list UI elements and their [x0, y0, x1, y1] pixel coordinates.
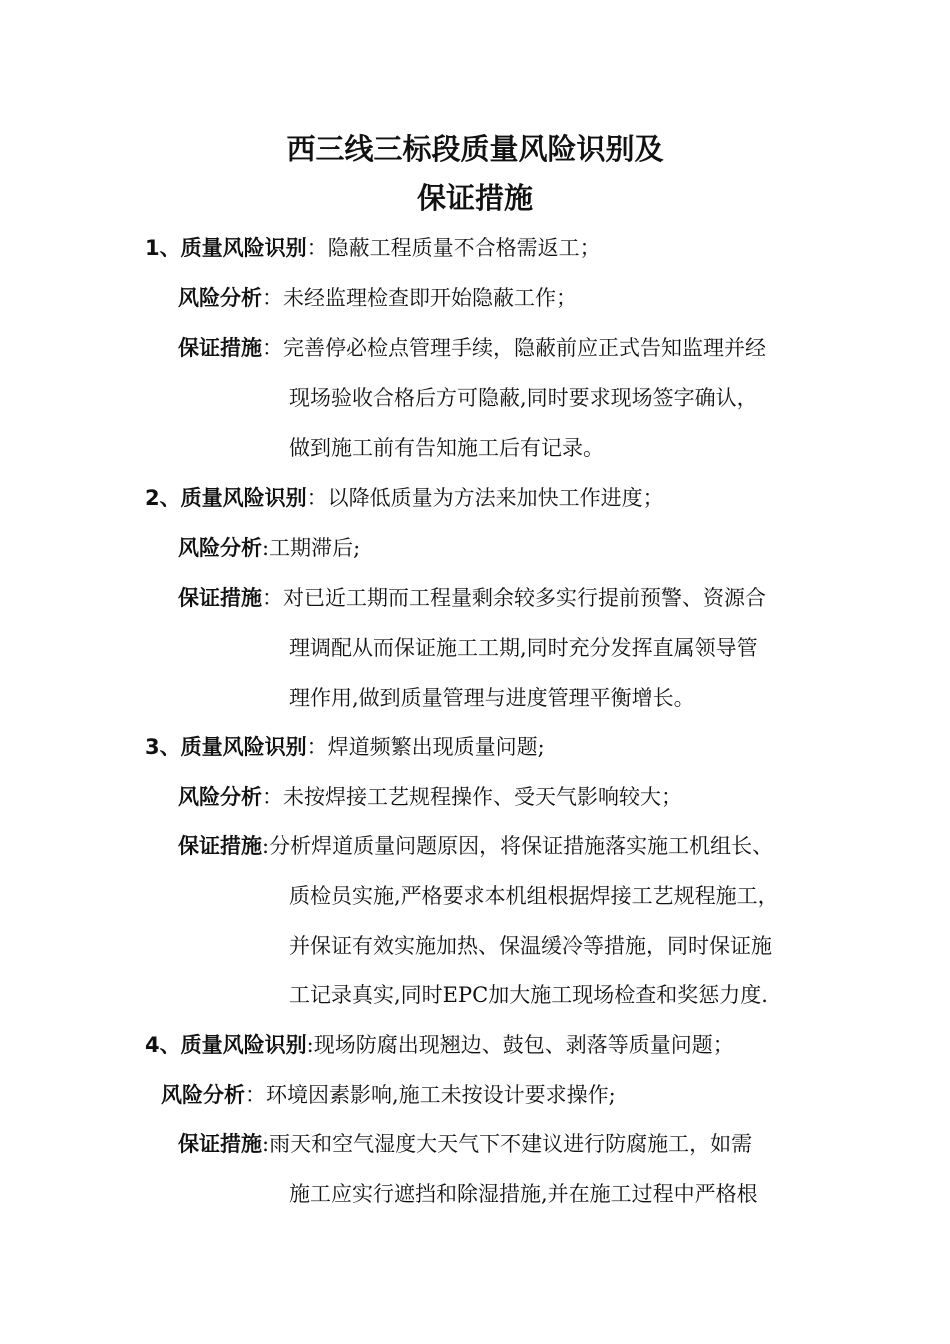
section-3-measures-label: 保证措施 — [178, 834, 262, 858]
section-1-measures-label: 保证措施 — [178, 336, 262, 360]
section-2-analysis-separator: : — [262, 536, 270, 560]
section-4-heading-text: 现场防腐出现翘边、鼓包、剥落等质量问题； — [313, 1033, 734, 1057]
section-3-heading — [145, 732, 545, 762]
section-2-measures-line-3: 理作用,做到质量管理与进度管理平衡增长。 — [289, 686, 695, 710]
section-3-measures-line-1: 分析焊道质量问题原因，将保证措施落实施工机组长、 — [269, 834, 774, 858]
section-2-measures-line-2: 理调配从而保证施工工期,同时充分发挥直属领导管 — [289, 636, 758, 660]
section-3-measures-line-3: 并保证有效实施加热、保温缓冷等措施，同时保证施 — [289, 934, 772, 958]
section-2-heading-label: 2、质量风险识别 — [145, 486, 307, 510]
section-3-analysis-text: 未按焊接工艺规程操作、受天气影响较大； — [283, 785, 682, 809]
section-2-measures-label: 保证措施 — [178, 586, 262, 610]
section-1-heading-separator: ： — [306, 236, 328, 260]
section-1-measures-line-3: 做到施工前有告知施工后有记录。 — [289, 436, 604, 460]
section-1-analysis-label: 风险分析 — [178, 286, 262, 310]
section-1-measures-line-2: 现场验收合格后方可隐蔽,同时要求现场签字确认， — [289, 386, 758, 410]
section-3-heading-text: 焊道频繁出现质量问题; — [327, 735, 545, 759]
section-3-analysis — [178, 782, 682, 812]
section-4-heading — [145, 1030, 734, 1060]
section-1-measures — [178, 333, 766, 363]
section-4-heading-label: 4、质量风险识别 — [145, 1033, 307, 1057]
section-1-analysis-text: 未经监理检查即开始隐蔽工作； — [283, 286, 577, 310]
section-4-heading-separator: : — [306, 1033, 314, 1057]
section-4-measures-line-2: 施工应实行遮挡和除湿措施,并在施工过程中严格根 — [289, 1182, 758, 1206]
section-2-heading-text: 以降低质量为方法来加快工作进度； — [327, 486, 664, 510]
section-4-analysis — [161, 1080, 616, 1110]
section-3-analysis-separator: ： — [262, 785, 283, 809]
section-4-analysis-separator: ： — [245, 1083, 266, 1107]
section-2-analysis — [178, 533, 360, 563]
section-3-heading-separator: ： — [306, 735, 328, 759]
document-title-line-2: 保证措施 — [416, 181, 533, 215]
section-4-measures — [178, 1129, 752, 1159]
section-4-analysis-label: 风险分析 — [161, 1083, 245, 1107]
section-2-heading — [145, 483, 664, 513]
section-1-analysis — [178, 283, 577, 313]
section-1-heading-text: 隐蔽工程质量不合格需返工； — [327, 236, 601, 260]
section-2-analysis-text: 工期滞后; — [269, 536, 361, 560]
section-1-measures-line-1: 完善停必检点管理手续，隐蔽前应正式告知监理并经 — [283, 336, 766, 360]
section-2-measures-separator: ： — [262, 586, 283, 610]
section-4-analysis-text: 环境因素影响,施工未按设计要求操作; — [266, 1083, 616, 1107]
section-3-measures — [178, 831, 773, 861]
section-1-measures-separator: ： — [262, 336, 283, 360]
section-3-measures-separator: : — [262, 834, 270, 858]
section-4-measures-separator: : — [262, 1132, 270, 1156]
section-2-heading-separator: ： — [306, 486, 328, 510]
document-title-line-1: 西三线三标段质量风险识别及 — [286, 132, 664, 166]
section-2-measures-line-1: 对已近工期而工程量剩余较多实行提前预警、资源合 — [283, 586, 766, 610]
section-3-measures-line-2: 质检员实施,严格要求本机组根据焊接工艺规程施工， — [289, 884, 779, 908]
section-1-analysis-separator: ： — [262, 286, 283, 310]
section-4-measures-line-1: 雨天和空气湿度大天气下不建议进行防腐施工，如需 — [269, 1132, 753, 1156]
section-3-analysis-label: 风险分析 — [178, 785, 262, 809]
section-3-heading-label: 3、质量风险识别 — [145, 735, 307, 759]
section-3-measures-line-4: 工记录真实,同时EPC加大施工现场检查和奖惩力度. — [289, 983, 768, 1007]
section-2-analysis-label: 风险分析 — [178, 536, 262, 560]
section-1-heading — [145, 233, 601, 263]
section-1-heading-label: 1、质量风险识别 — [145, 236, 307, 260]
section-2-measures — [178, 583, 766, 613]
section-4-measures-label: 保证措施 — [178, 1132, 262, 1156]
